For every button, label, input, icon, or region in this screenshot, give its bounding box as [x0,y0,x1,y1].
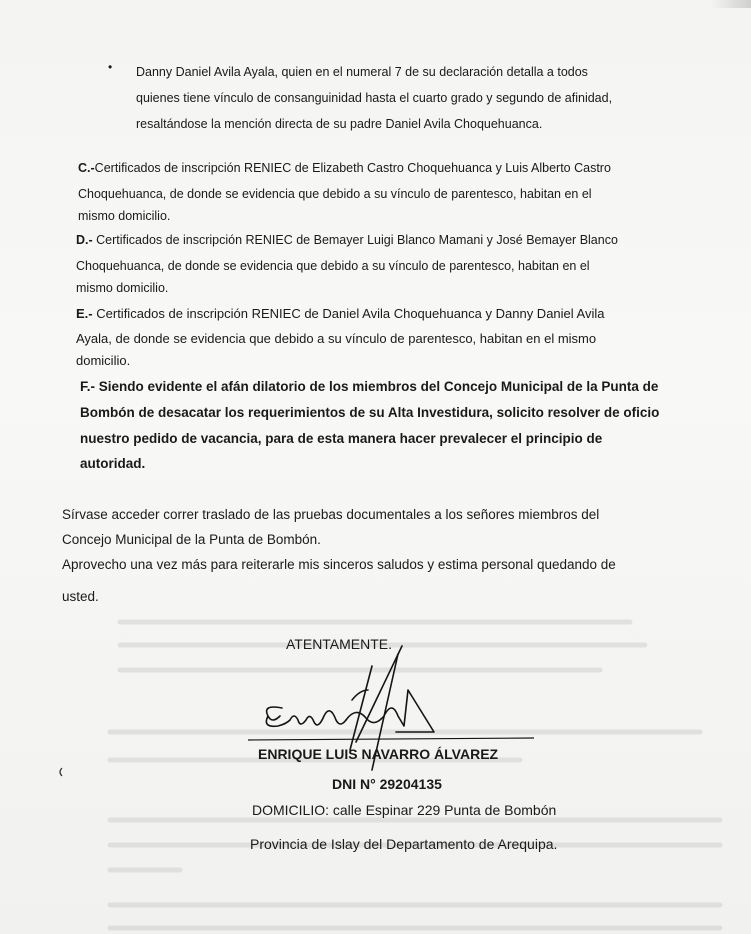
signer-address: DOMICILIO: calle Espinar 229 Punta de Bombón [252,802,557,818]
closing-line-3: Aprovecho una vez más para reiterarle mis sinceros saludos y estima personal quedando de [62,557,616,572]
item-c-line-2: Choquehuanca, de donde se evidencia que debido a su vínculo de parentesco, habitan en el [78,187,592,201]
item-c-text: Certificados de inscripción RENIEC de Elizabeth Castro Choquehuanca y Luis Alberto Castro [94,161,611,175]
signer-province: Provincia de Islay del Departamento de Arequipa. [250,836,558,852]
bullet-dot: • [108,60,113,74]
closing-line-2: Concejo Municipal de la Punta de Bombón. [62,532,321,547]
bullet-line-1: Danny Daniel Avila Ayala, quien en el numeral 7 de su declaración detalla a todos [136,65,588,79]
item-f-line-2: Bombón de desacatar los requerimientos de su Alta Investidura, solicito resolver de oficio [80,405,660,420]
item-e-line-2: Ayala, de donde se evidencia que debido a su vínculo de parentesco, habitan en el mismo [76,331,597,346]
closing-line-4: usted. [62,589,99,604]
item-e-letter: E.- [76,306,93,321]
item-e-line-3: domicilio. [76,353,131,368]
item-c-line-3: mismo domicilio. [78,209,171,223]
item-f-line-4: autoridad. [80,456,146,471]
item-d-line-3: mismo domicilio. [76,281,169,295]
item-d-text: Certificados de inscripción RENIEC de Bemayer Luigi Blanco Mamani y José Bemayer Blanco [96,233,618,247]
item-d-letter: D.- [76,233,93,247]
item-c-letter: C.- [78,161,95,175]
salutation: ATENTAMENTE. [286,636,393,652]
closing-line-1: Sírvase acceder correr traslado de las pruebas documentales a los señores miembros del [62,507,600,522]
bullet-line-2: quienes tiene vínculo de consanguinidad hasta el cuarto grado y segundo de afinidad, [136,91,613,105]
bullet-line-3: resaltándose la mención directa de su padre Daniel Avila Choquehuanca. [136,117,543,131]
item-f-line-3: nuestro pedido de vacancia, para de esta manera hacer prevalecer el principio de [80,431,603,446]
signer-dni: DNI N° 29204135 [332,776,442,792]
item-d-line-2: Choquehuanca, de donde se evidencia que debido a su vínculo de parentesco, habitan en el [76,259,590,273]
item-f-line-1: F.- Siendo evidente el afán dilatorio de los miembros del Concejo Municipal de la Punta de [80,379,659,394]
item-e-text: Certificados de inscripción RENIEC de Daniel Avila Choquehuanca y Danny Daniel Avila [96,306,605,321]
signer-name: ENRIQUE LUIS NAVARRO ÁLVAREZ [258,746,499,762]
